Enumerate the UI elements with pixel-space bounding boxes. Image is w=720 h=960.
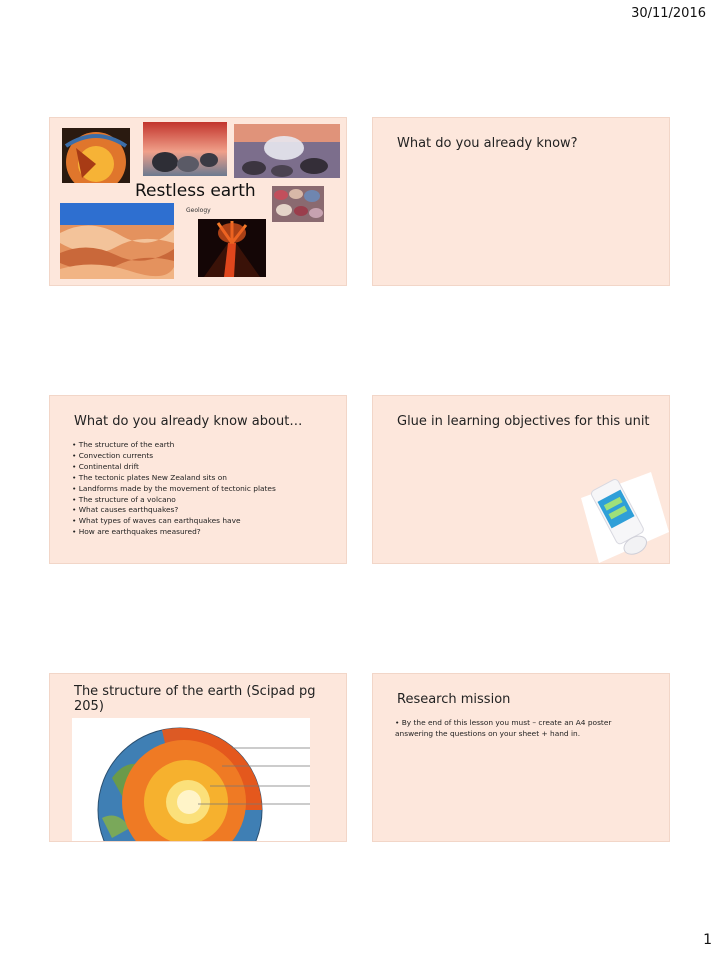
page-date: 30/11/2016 [631, 6, 706, 21]
bullet-list [72, 440, 276, 538]
list-item: • How are earthquakes measured? [72, 527, 276, 538]
slide-title: Research mission [397, 692, 511, 707]
slide-title: Restless earth [135, 181, 256, 201]
slide-glue-objectives [373, 396, 669, 563]
bullet-list [395, 718, 635, 740]
slide-what-do-you-know-about [50, 396, 346, 563]
ocean-rocks-image [234, 124, 340, 178]
list-item: • Landforms made by the movement of tectonic plates [72, 484, 276, 495]
page-number: 1 [703, 932, 712, 948]
slide-earth-structure [50, 674, 346, 841]
slide-what-do-you-know [373, 118, 669, 285]
glue-stick-image [563, 472, 669, 563]
slide-title: Glue in learning objectives for this unit [397, 414, 650, 429]
slide-restless-earth [50, 118, 346, 285]
earth-layers-diagram [72, 718, 310, 841]
boulders-image [143, 122, 227, 176]
list-item: • By the end of this lesson you must – create an A4 poster answering the questions on your sheet + hand in. [395, 718, 635, 740]
list-item: • Continental drift [72, 462, 276, 473]
list-item: • What causes earthquakes? [72, 505, 276, 516]
slide-title: What do you already know about… [74, 414, 303, 429]
list-item: • The structure of a volcano [72, 495, 276, 506]
list-item: • What types of waves can earthquakes have [72, 516, 276, 527]
slide-title: The structure of the earth (Scipad pg 205) [74, 684, 316, 714]
list-item: • The tectonic plates New Zealand sits on [72, 473, 276, 484]
slide-subtitle: Geology [186, 207, 211, 214]
pebbles-image [272, 186, 324, 222]
slide-title: What do you already know? [397, 136, 578, 151]
sandstone-waves-image [60, 203, 174, 279]
list-item: • The structure of the earth [72, 440, 276, 451]
list-item: • Convection currents [72, 451, 276, 462]
volcano-image [198, 219, 266, 277]
earth-core-image [62, 128, 130, 183]
slide-research-mission [373, 674, 669, 841]
